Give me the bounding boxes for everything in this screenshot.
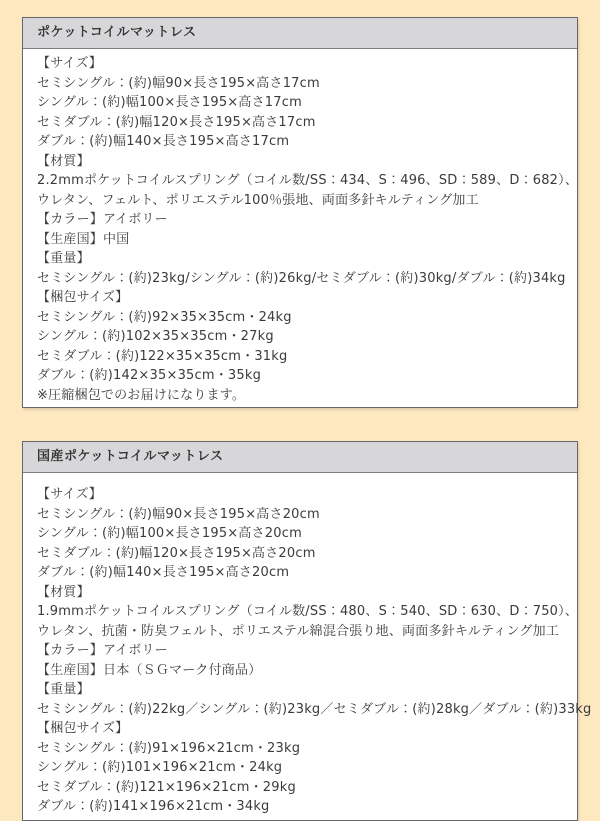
section-body [23,49,577,407]
spec-line: セミダブル：(約)121×196×21cm・29kg [37,779,296,795]
spec-line: ウレタン、抗菌・防臭フェルト、ポリエステル綿混合張り地、両面多針キルティング加工 [37,623,560,639]
spec-line: 【カラー】アイボリー [37,643,168,658]
spec-section-pocket-coil-mattress [22,17,578,408]
section-title: 国産ポケットコイルマットレス [37,449,224,464]
spec-line: セミダブル：(約)幅120×長さ195×高さ17cm [37,114,316,130]
spec-line: 【カラー】アイボリー [37,212,168,227]
spec-line: 【サイズ】 [37,487,102,502]
spec-line: シングル：(約)101×196×21cm・24kg [37,760,283,775]
spec-line: 【材質】 [37,584,90,600]
section-header [23,442,577,473]
spec-line: 【重量】 [37,682,90,697]
spec-line: 【生産国】日本（ＳＧマーク付商品） [37,662,262,678]
spec-line: ダブル：(約)幅140×長さ195×高さ20cm [37,565,290,580]
spec-line: ウレタン、フェルト、ポリエステル100％張地、両面多針キルティング加工 [37,192,479,208]
spec-line: セミダブル：(約)幅120×長さ195×高さ20cm [37,545,316,561]
section-title: ポケットコイルマットレス [37,25,197,40]
spec-line: 【生産国】中国 [37,231,130,247]
spec-line: 【重量】 [37,251,90,266]
spec-line: セミシングル：(約)22kg／シングル：(約)23kg／セミダブル：(約)28kg／ダブル：(約)33kg [37,701,592,717]
spec-line: シングル：(約)102×35×35cm・27kg [37,329,274,344]
spec-line: シングル：(約)幅100×長さ195×高さ20cm [37,526,302,541]
spec-line: セミシングル：(約)23kg/シングル：(約)26kg/セミダブル：(約)30kg/ダブル：(約)34kg [37,270,566,286]
spec-line: 【梱包サイズ】 [37,721,129,736]
spec-line: 【材質】 [37,153,90,169]
spec-line: 【サイズ】 [37,56,102,71]
spec-line: 2.2mmポケットコイルスプリング（コイル数/SS：434、S：496、SD：589、D：682）、 [37,173,579,188]
spec-line: セミシングル：(約)91×196×21cm・23kg [37,740,301,756]
spec-line: ダブル：(約)141×196×21cm・34kg [37,799,270,814]
spec-line: セミシングル：(約)幅90×長さ195×高さ17cm [37,75,320,91]
spec-line: セミシングル：(約)幅90×長さ195×高さ20cm [37,506,320,522]
spec-line: 1.9mmポケットコイルスプリング（コイル数/SS：480、S：540、SD：630、D：750）、 [37,604,579,619]
spec-line: シングル：(約)幅100×長さ195×高さ17cm [37,95,302,110]
spec-section-domestic-pocket-coil-mattress [22,441,592,821]
spec-line: セミシングル：(約)92×35×35cm・24kg [37,309,292,325]
spec-line: 【梱包サイズ】 [37,290,129,305]
spec-line: ※圧縮梱包でのお届けになります。 [37,387,246,403]
section-header [23,18,577,49]
spec-line: セミダブル：(約)122×35×35cm・31kg [37,348,288,364]
spec-line: ダブル：(約)142×35×35cm・35kg [37,368,262,383]
section-body [23,473,592,820]
spec-line: ダブル：(約)幅140×長さ195×高さ17cm [37,134,290,149]
